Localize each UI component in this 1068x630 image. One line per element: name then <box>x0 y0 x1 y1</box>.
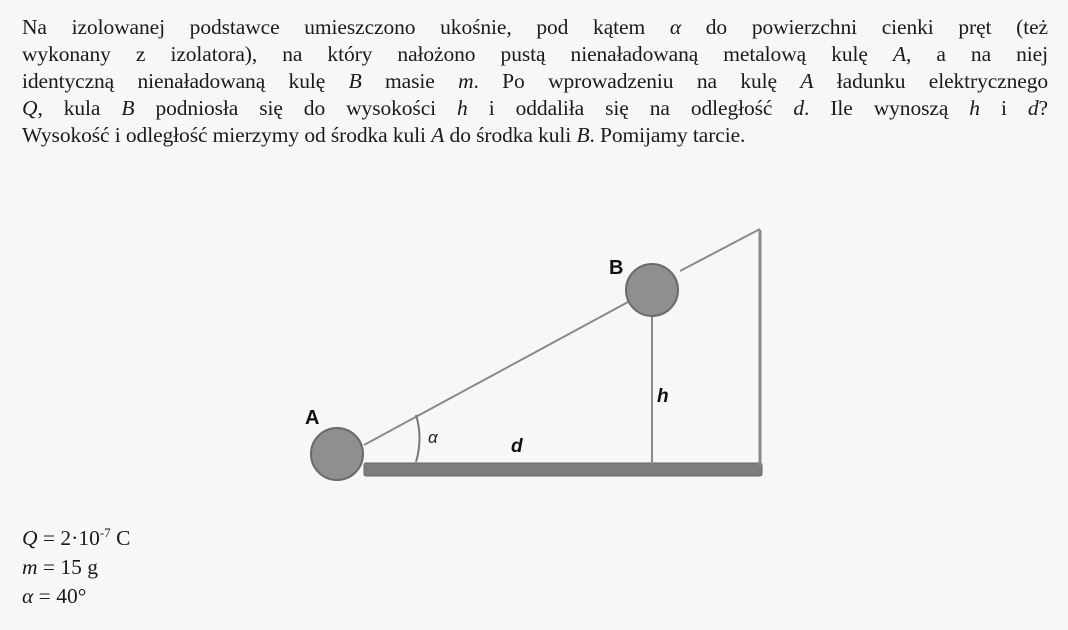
height-label: h <box>657 386 669 407</box>
slanted-rod <box>364 302 628 445</box>
given-mass: m = 15 g <box>22 555 99 580</box>
problem-line: wykonany z izolatora), na który nałożono pustą nienaładowaną metalową kulę A, a na niej <box>22 42 1048 66</box>
problem-line: Na izolowanej podstawce umieszczono ukośnie, pod kątem α do powierzchni cienki pręt (też <box>22 15 1048 39</box>
given-charge: $Q = 2\cdot 10^{-7}$ C <box>22 525 131 551</box>
ball-a-label: A <box>305 407 320 429</box>
charge-unit: C <box>110 526 131 551</box>
ball-a <box>311 428 363 480</box>
given-angle: α = 40° <box>22 584 87 609</box>
charge-value: 2·10 <box>60 526 100 551</box>
angle-value: 40° <box>56 584 87 609</box>
charge-symbol: Q <box>22 526 38 551</box>
ball-b-label: B <box>609 257 624 279</box>
angle-symbol: α <box>22 584 34 609</box>
problem-line: identyczną nienaładowaną kulę B masie m. Po wprowadzeniu na kulę A ładunku elektrycznego <box>22 69 1049 93</box>
slanted-rod-upper <box>680 229 760 271</box>
angle-arc <box>416 415 420 462</box>
problem-line: Wysokość i odległość mierzymy od środka kuli A do środka kuli B. Pomijamy tarcie. <box>22 123 746 147</box>
mass-value: 15 g <box>60 555 99 580</box>
given-values <box>22 518 130 611</box>
mass-symbol: m <box>22 555 38 580</box>
insulating-base <box>364 463 762 476</box>
charge-exponent: -7 <box>99 525 111 540</box>
ball-b <box>626 264 678 316</box>
distance-label: d <box>511 436 523 457</box>
problem-line: Q, kula B podniosła się do wysokości h i oddaliła się na odległość d. Ile wynoszą h i d? <box>22 96 1048 120</box>
angle-label: α <box>428 428 438 447</box>
